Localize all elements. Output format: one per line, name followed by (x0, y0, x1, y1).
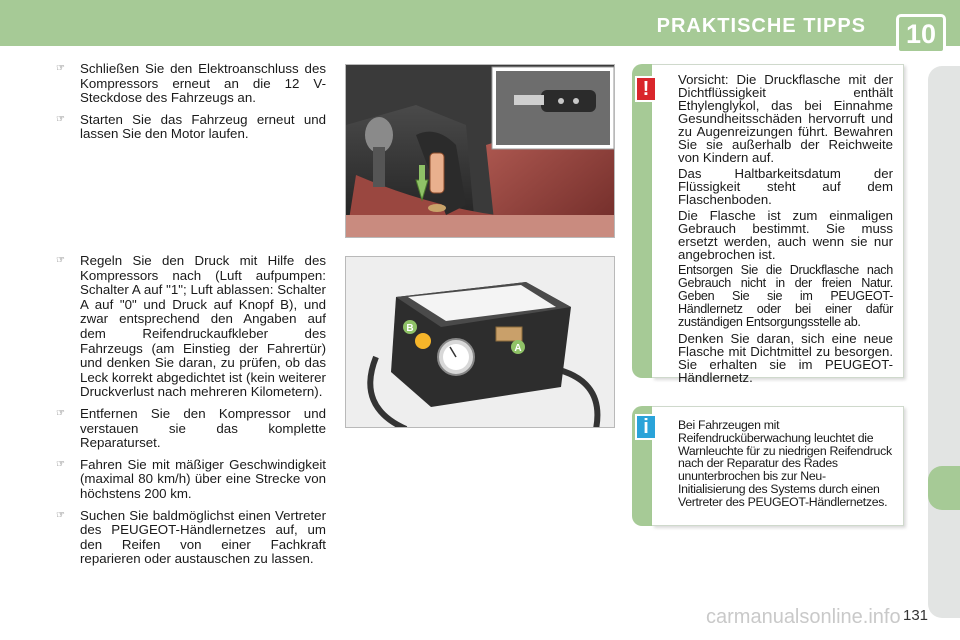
pointer-icon: ☞ (56, 63, 65, 74)
info-icon: i (635, 414, 657, 440)
car-interior-illustration (346, 65, 615, 238)
warning-icon: ! (635, 76, 657, 102)
pointer-icon: ☞ (56, 458, 65, 470)
steps-top (56, 62, 326, 149)
watermark: carmanualsonline.info (706, 606, 901, 628)
info-note (632, 406, 904, 526)
list-item: ☞ Suchen Sie baldmöglichst einen Vertreter des PEUGEOT-Händlernetzes auf, um den Reifen von einer Fachkraft reparieren oder austauschen zu lassen. (56, 507, 326, 567)
warning-text: Vorsicht: Die Druckflasche mit der Dichtflüssigkeit enthält Ethylenglykol, das bei Einnahme Gesundheitsschäden hervorruft und zu Augenreizungen führt. Bewahren Sie sie außerhalb der Reichweite von Kindern auf. Das Haltbarkeitsdatum der Flüssigkeit steht auf dem Flaschenboden. Die Flasche ist zum einmaligen Gebrauch bestimmt. Sie muss ersetzt werden, auch wenn sie nur angebrochen ist. Entsorgen Sie die Druckflasche nach Gebrauch nicht in der freien Natur. Geben Sie sie im PEUGEOT-Händlernetz oder bei einer dafür zuständigen Entsorgungsstelle ab. Denken Sie daran, sich eine neue Flasche mit Dichtmittel zu besorgen. Sie erhalten sie im PEUGEOT-Händlernetz. (678, 72, 893, 385)
pointer-icon: ☞ (56, 509, 65, 521)
compressor-illustration (346, 257, 615, 428)
list-item: ☞ Starten Sie das Fahrzeug erneut und lassen Sie den Motor laufen. (56, 111, 326, 142)
figure-car-interior (345, 64, 615, 238)
marker-a-label: A (514, 343, 522, 354)
page-number: 131 (903, 607, 929, 624)
steps-bottom (56, 254, 326, 574)
pointer-icon: ☞ (56, 255, 65, 266)
side-tab-strip (928, 66, 960, 618)
pointer-icon: ☞ (56, 113, 65, 125)
chapter-number-badge: 10 (896, 14, 946, 54)
pointer-icon: ☞ (56, 407, 65, 419)
marker-b-label: B (406, 323, 414, 334)
list-item: ☞ Fahren Sie mit mäßiger Geschwindigkeit (maximal 80 km/h) über eine Strecke von höchstens 200 km. (56, 456, 326, 501)
figure-compressor (345, 256, 615, 428)
list-item: ☞ Entfernen Sie den Kompressor und verstauen sie das komplette Reparaturset. (56, 405, 326, 451)
warning-note (632, 64, 904, 385)
warning-note-bar (632, 64, 652, 378)
list-item: ☞ Regeln Sie den Druck mit Hilfe des Kompressors nach (Luft aufpumpen: Schalter A auf "1"; Luft ablassen: Schalter A auf "0" und Druck auf Knopf B), und zwar entsprechend den Angaben auf dem Reifendruckaufkleber des Fahrzeugs (am Einstieg der Fahrertür) und denken Sie daran, zu prüfen, ob das Leck korrekt abgedichtet ist (kein weiterer Druckverlust nach mehreren Kilometern). (56, 253, 326, 400)
info-text: Bei Fahrzeugen mit Reifendrucküberwachung leuchtet die Warnleuchte für zu niedrigen Reifendruck nach der Reparatur des Rades ununterbrochen bis zur Neu-Initialisierung des Systems durch einen Vertreter des PEUGEOT-Händlernetzes. (678, 418, 892, 509)
side-tab-active-chapter[interactable] (928, 466, 960, 510)
list-item: ☞ Schließen Sie den Elektroanschluss des Kompressors erneut an die 12 V-Steckdose des Fahrzeugs an. (56, 61, 326, 106)
page-title: PRAKTISCHE TIPPS (656, 15, 866, 37)
